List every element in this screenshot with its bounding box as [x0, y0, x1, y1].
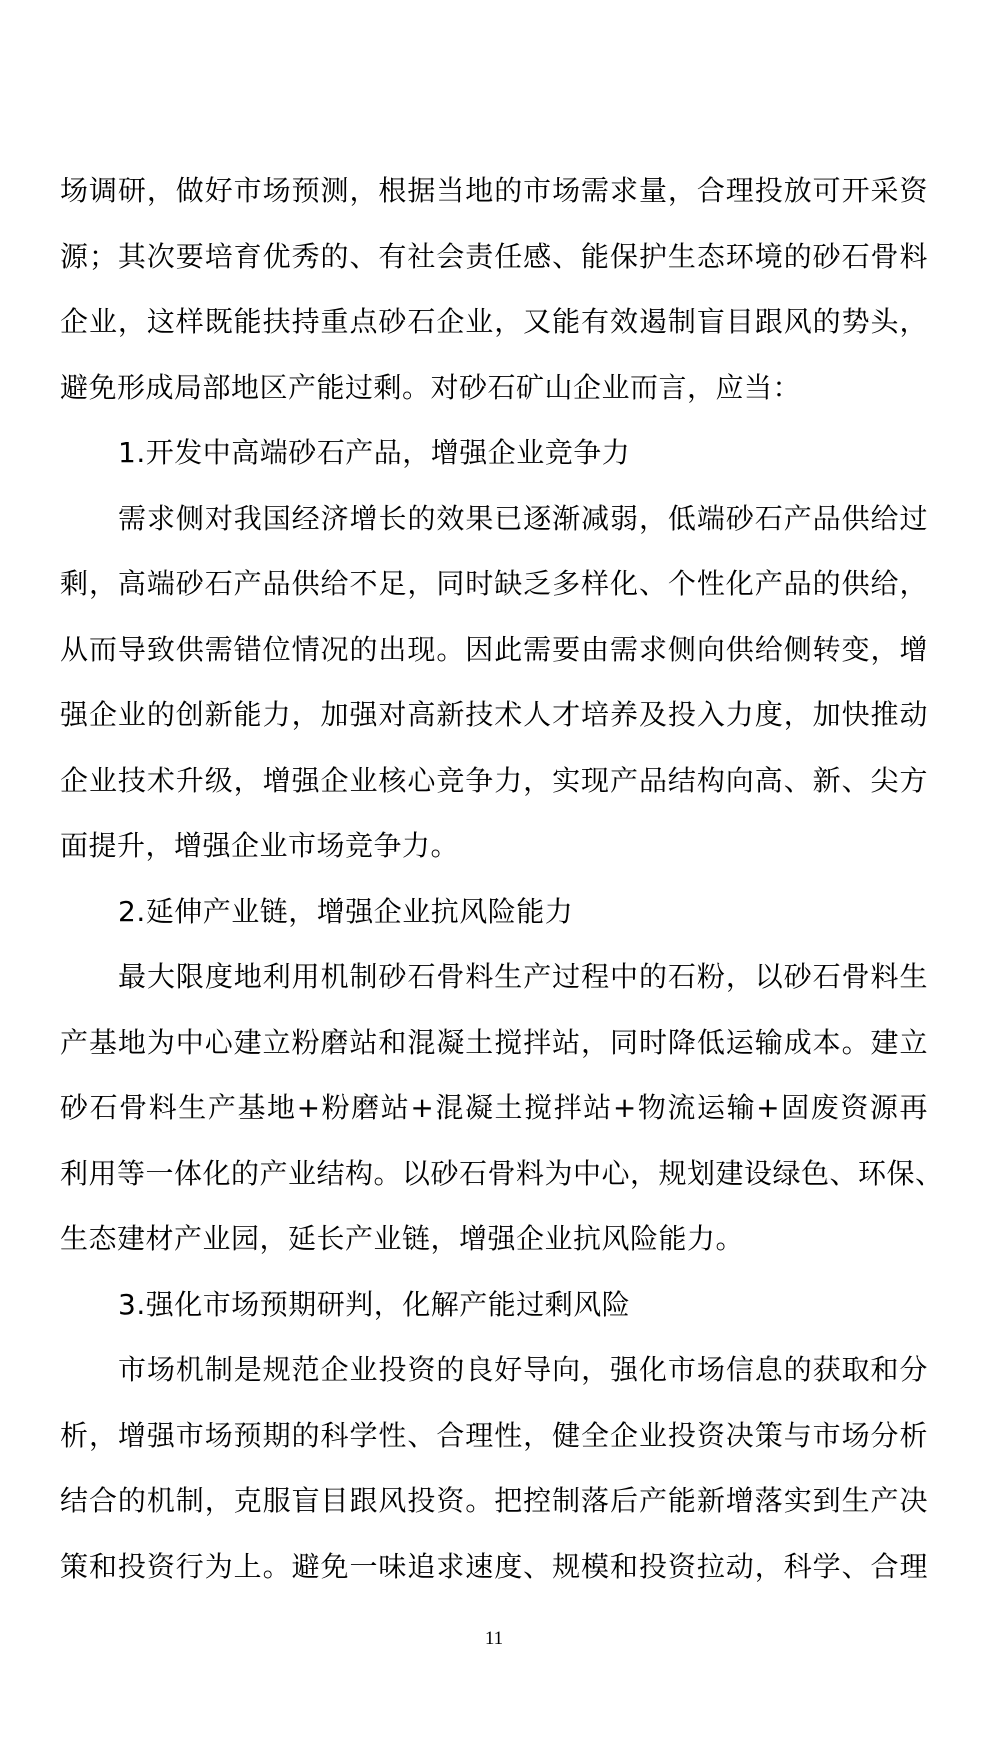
paragraph-line: 生态建材产业园，延长产业链，增强企业抗风险能力。 — [60, 1222, 745, 1255]
paragraph-line: 源；其次要培育优秀的、有社会责任感、能保护生态环境的砂石骨料 — [60, 239, 928, 273]
paragraph-line: 需求侧对我国经济增长的效果已逐渐减弱，低端砂石产品供给过 — [118, 501, 928, 535]
page-number: 11 — [484, 1628, 504, 1649]
section-heading-2: 2.延伸产业链，增强企业抗风险能力 — [118, 894, 574, 928]
paragraph-line: 析，增强市场预期的科学性、合理性，健全企业投资决策与市场分析 — [60, 1418, 928, 1452]
paragraph-line: 避免形成局部地区产能过剩。对砂石矿山企业而言，应当： — [60, 370, 802, 404]
paragraph-line: 面提升，增强企业市场竞争力。 — [60, 829, 460, 862]
paragraph-line: 结合的机制，克服盲目跟风投资。把控制落后产能新增落实到生产决 — [60, 1484, 928, 1517]
document-body — [60, 158, 944, 1599]
paragraph-line: 市场机制是规范企业投资的良好导向，强化市场信息的获取和分 — [118, 1353, 928, 1386]
paragraph-line: 场调研，做好市场预测，根据当地的市场需求量，合理投放可开采资 — [60, 174, 928, 207]
paragraph-line: 砂石骨料生产基地+粉磨站+混凝土搅拌站+物流运输+固废资源再 — [60, 1091, 928, 1124]
paragraph-line: 从而导致供需错位情况的出现。因此需要由需求侧向供给侧转变，增 — [60, 632, 928, 666]
paragraph-line: 强企业的创新能力，加强对高新技术人才培养及投入力度，加快推动 — [60, 698, 928, 731]
paragraph-line: 最大限度地利用机制砂石骨料生产过程中的石粉，以砂石骨料生 — [118, 960, 928, 993]
paragraph-line: 企业技术升级，增强企业核心竞争力，实现产品结构向高、新、尖方 — [60, 763, 928, 797]
paragraph-line: 产基地为中心建立粉磨站和混凝土搅拌站，同时降低运输成本。建立 — [60, 1025, 928, 1059]
paragraph-line: 企业，这样既能扶持重点砂石企业，又能有效遏制盲目跟风的势头， — [60, 305, 928, 338]
paragraph-line: 剩，高端砂石产品供给不足，同时缺乏多样化、个性化产品的供给， — [60, 567, 928, 600]
paragraph-line: 策和投资行为上。避免一味追求速度、规模和投资拉动，科学、合理 — [60, 1549, 928, 1583]
paragraph-line: 利用等一体化的产业结构。以砂石骨料为中心，规划建设绿色、环保、 — [60, 1156, 944, 1190]
section-heading-3: 3.强化市场预期研判，化解产能过剩风险 — [118, 1287, 631, 1321]
section-heading-1: 1.开发中高端砂石产品，增强企业竞争力 — [118, 436, 631, 469]
